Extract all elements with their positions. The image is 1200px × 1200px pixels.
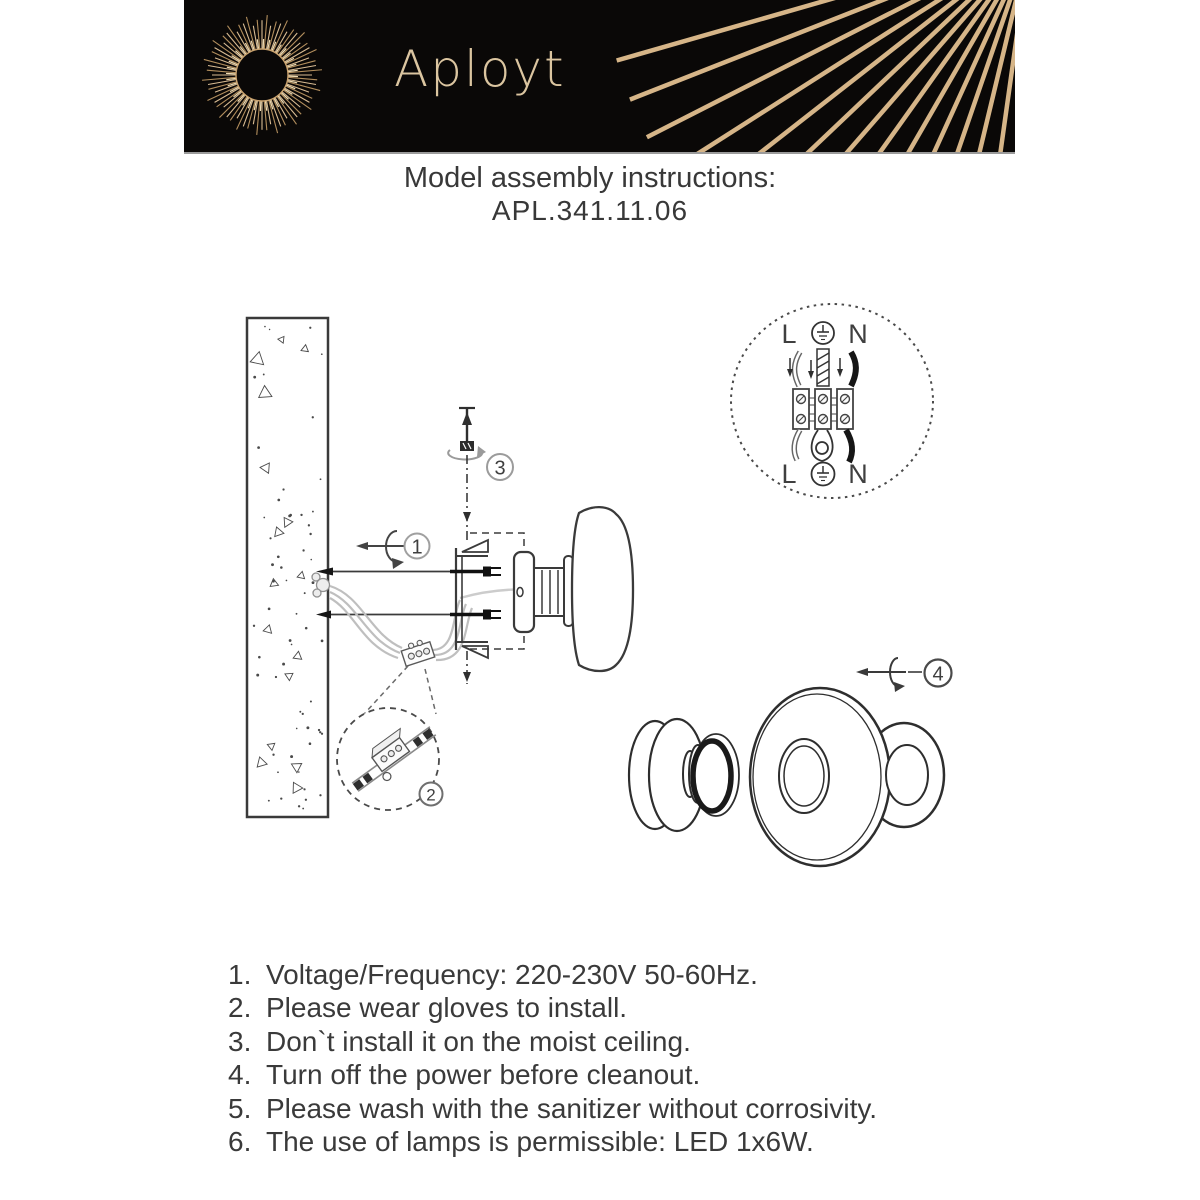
instruction-item bbox=[228, 1092, 1028, 1125]
instruction-number: 6. bbox=[228, 1126, 252, 1158]
callout-4-label: 4 bbox=[932, 663, 944, 686]
callout-3-label: 3 bbox=[494, 457, 506, 480]
instructions-list bbox=[228, 958, 1028, 1158]
instruction-text: Don`t install it on the moist ceiling. bbox=[266, 1025, 691, 1057]
instruction-item bbox=[228, 1058, 1028, 1091]
instruction-text: Please wash with the sanitizer without corrosivity. bbox=[266, 1092, 878, 1124]
brand-name: Aployt bbox=[394, 40, 566, 98]
callout-1 bbox=[405, 534, 430, 559]
instruction-number: 4. bbox=[228, 1059, 252, 1091]
rotation-arrow-4 bbox=[856, 658, 922, 692]
live-label-bottom: L bbox=[781, 459, 797, 489]
instruction-number: 3. bbox=[228, 1025, 252, 1057]
instruction-number: 5. bbox=[228, 1092, 252, 1124]
neutral-label-top: N bbox=[848, 319, 868, 349]
callout-1-label: 1 bbox=[411, 536, 423, 559]
mounting-screws bbox=[316, 568, 452, 619]
model-number: APL.341.11.06 bbox=[491, 195, 689, 226]
rotation-arrow-1 bbox=[356, 531, 404, 569]
instruction-text: The use of lamps is permissible: LED 1x6W. bbox=[266, 1126, 814, 1158]
instruction-item bbox=[228, 1125, 1028, 1158]
ground-symbol-bottom bbox=[812, 463, 835, 486]
exploded-view bbox=[629, 688, 944, 866]
wall-section bbox=[247, 318, 328, 817]
callout-4 bbox=[925, 660, 952, 687]
callout-2-label: 2 bbox=[426, 785, 436, 805]
instruction-number: 2. bbox=[228, 992, 252, 1024]
instruction-text: Turn off the power before cleanout. bbox=[266, 1059, 701, 1091]
instruction-item bbox=[228, 958, 1028, 991]
lamp-side-view bbox=[514, 507, 633, 671]
trim-ring-hole bbox=[886, 745, 928, 805]
title-text: Model assembly instructions: bbox=[403, 162, 777, 194]
wire-detail-circle bbox=[337, 708, 443, 810]
instruction-item bbox=[228, 1025, 1028, 1058]
terminal-strip bbox=[793, 389, 853, 429]
exploded-shade-body bbox=[750, 688, 890, 866]
instruction-number: 1. bbox=[228, 959, 252, 990]
callout-3 bbox=[487, 454, 513, 480]
neutral-label-bottom: N bbox=[848, 459, 868, 489]
instruction-text: Voltage/Frequency: 220-230V 50-60Hz. bbox=[266, 959, 758, 990]
instruction-text: Please wear gloves to install. bbox=[266, 992, 628, 1024]
mounting-bracket bbox=[450, 540, 501, 658]
ground-symbol-top bbox=[812, 322, 834, 344]
wiring-diagram-circle bbox=[731, 304, 933, 498]
live-label-top: L bbox=[781, 319, 797, 349]
terminal-block bbox=[400, 637, 435, 666]
instruction-item bbox=[228, 991, 1028, 1024]
